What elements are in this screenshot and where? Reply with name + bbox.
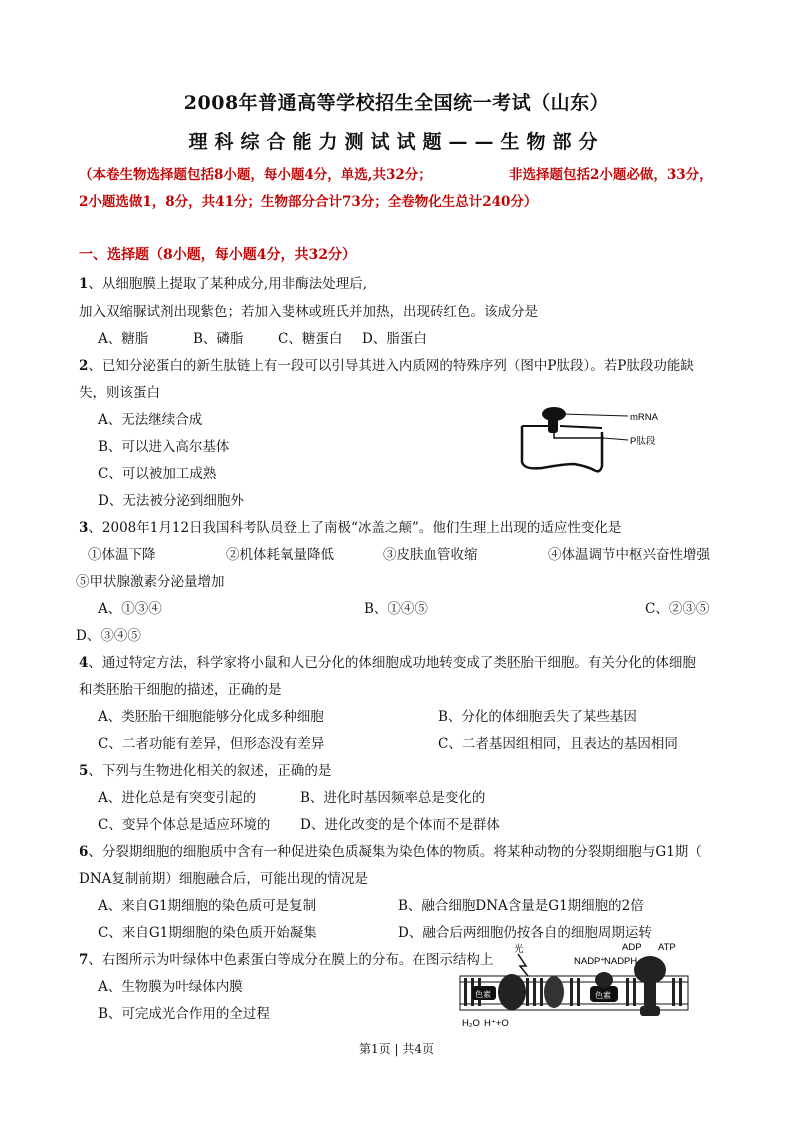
question-7: 7、右图所示为叶绿体中色素蛋白等成分在膜上的分布。在图示结构上 <box>79 952 494 968</box>
atp-synthase-icon <box>634 956 666 984</box>
thylakoid-membrane-figure <box>458 940 690 1032</box>
p-peptide-label: P肽段 <box>630 436 656 447</box>
question-2: 2、已知分泌蛋白的新生肽链上有一段可以引导其进入内质网的特殊序列（图中P肽段）。若P肽段功能缺 <box>79 358 694 374</box>
q3-option-c: C、②③⑤ <box>645 601 710 617</box>
q2-option-b: B、可以进入高尔基体 <box>98 439 230 455</box>
nadph-label: NADPH <box>604 956 638 967</box>
q2-option-a: A、无法继续合成 <box>98 412 203 428</box>
q3-option-d: D、③④⑤ <box>76 628 141 644</box>
page-footer: 第1页 | 共4页 <box>359 1042 434 1056</box>
page-title: 2008年普通高等学校招生全国统一考试（山东） <box>183 92 610 114</box>
q5-option-a: A、进化总是有突变引起的 <box>98 790 257 806</box>
q2-option-c: C、可以被加工成熟 <box>98 466 217 482</box>
exam-note-line2: 2小题选做1，8分，共41分；生物部分合计73分；全卷物化生总计240分） <box>79 194 538 210</box>
exam-note-line1a: （本卷生物选择题包括8小题，每小题4分，单选,共32分； <box>79 167 432 183</box>
q6-option-b: B、融合细胞DNA含量是G1期细胞的2倍 <box>398 898 644 914</box>
page-subtitle: 理科综合能力测试试题——生物部分 <box>188 131 605 153</box>
question-4-line2: 和类胚胎干细胞的描述，正确的是 <box>79 682 282 698</box>
q3-option-b: B、①④⑤ <box>364 601 428 617</box>
nadp-label: NADP⁺ <box>574 956 606 967</box>
er-ribosome-figure <box>518 404 678 476</box>
pigment-label-2: 色素 <box>595 991 611 1000</box>
light-label: 光 <box>514 944 524 955</box>
q1-option-d: D、脂蛋白 <box>362 331 427 347</box>
q7-option-b: B、可完成光合作用的全过程 <box>98 1006 270 1022</box>
q4-option-c1: C、二者功能有差异，但形态没有差异 <box>98 736 325 752</box>
pigment-label-1: 色素 <box>475 990 491 999</box>
q4-option-b: B、分化的体细胞丢失了某些基因 <box>438 709 637 725</box>
q5-option-d: D、进化改变的是个体而不是群体 <box>300 817 500 833</box>
question-4: 4、通过特定方法，科学家将小鼠和人已分化的体细胞成功地转变成了类胚胎干细胞。有关分化的体细胞 <box>79 655 696 671</box>
q6-option-a: A、来自G1期细胞的染色质可是复制 <box>98 898 317 914</box>
q4-option-c2: C、二者基因组相同，且表达的基因相同 <box>438 736 678 752</box>
light-arrow-icon <box>518 954 528 976</box>
q6-option-c: C、来自G1期细胞的染色质开始凝集 <box>98 925 317 941</box>
q6-option-d: D、融合后两细胞仍按各自的细胞周期运转 <box>398 925 652 941</box>
q5-option-c: C、变异个体总是适应环境的 <box>98 817 271 833</box>
q3-option-a: A、①③④ <box>98 601 162 617</box>
q4-option-a: A、类胚胎干细胞能够分化成多种细胞 <box>98 709 324 725</box>
question-1: 1、从细胞膜上提取了某种成分,用非酶法处理后, <box>79 276 367 292</box>
adp-label: ADP <box>622 942 642 953</box>
q2-option-d: D、无法被分泌到细胞外 <box>98 493 244 509</box>
question-5: 5、下列与生物进化相关的叙述，正确的是 <box>79 763 332 779</box>
mrna-label: mRNA <box>630 412 658 423</box>
q3-item-1: ①体温下降 <box>88 547 156 563</box>
section-heading: 一、选择题（8小题，每小题4分，共32分） <box>79 247 356 263</box>
q3-item-3: ③皮肤血管收缩 <box>383 547 478 563</box>
q1-option-b: B、磷脂 <box>193 331 244 347</box>
q1-option-c: C、糖蛋白 <box>278 331 343 347</box>
atp-label: ATP <box>658 942 676 953</box>
protein-complex-icon <box>498 974 526 1010</box>
question-6: 6、分裂期细胞的细胞质中含有一种促进染色质凝集为染色体的物质。将某种动物的分裂期细胞与G1期（ <box>79 844 702 860</box>
q3-item-4: ④体温调节中枢兴奋性增强 <box>548 547 710 563</box>
question-6-line2: DNA复制前期）细胞融合后，可能出现的情况是 <box>79 871 368 887</box>
q5-option-b: B、进化时基因频率总是变化的 <box>300 790 486 806</box>
question-3: 3、2008年1月12日我国科考队员登上了南极“冰盖之颠”。他们生理上出现的适应性变化是 <box>79 520 622 536</box>
question-2-line2: 失，则该蛋白 <box>79 385 160 401</box>
water-label: H₂O <box>462 1018 480 1029</box>
q7-option-a: A、生物膜为叶绿体内膜 <box>98 979 243 995</box>
exam-note-line1b: 非选择题包括2小题必做，33分， <box>509 167 713 183</box>
q1-option-a: A、糖脂 <box>98 331 149 347</box>
q3-item-2: ②机体耗氧量降低 <box>226 547 334 563</box>
proton-oxygen-label: H⁺+O <box>484 1018 509 1029</box>
question-1-line2: 加入双缩脲试剂出现紫色；若加入斐林或班氏并加热，出现砖红色。该成分是 <box>79 304 538 320</box>
q3-item-5: ⑤甲状腺激素分泌量增加 <box>76 574 225 590</box>
